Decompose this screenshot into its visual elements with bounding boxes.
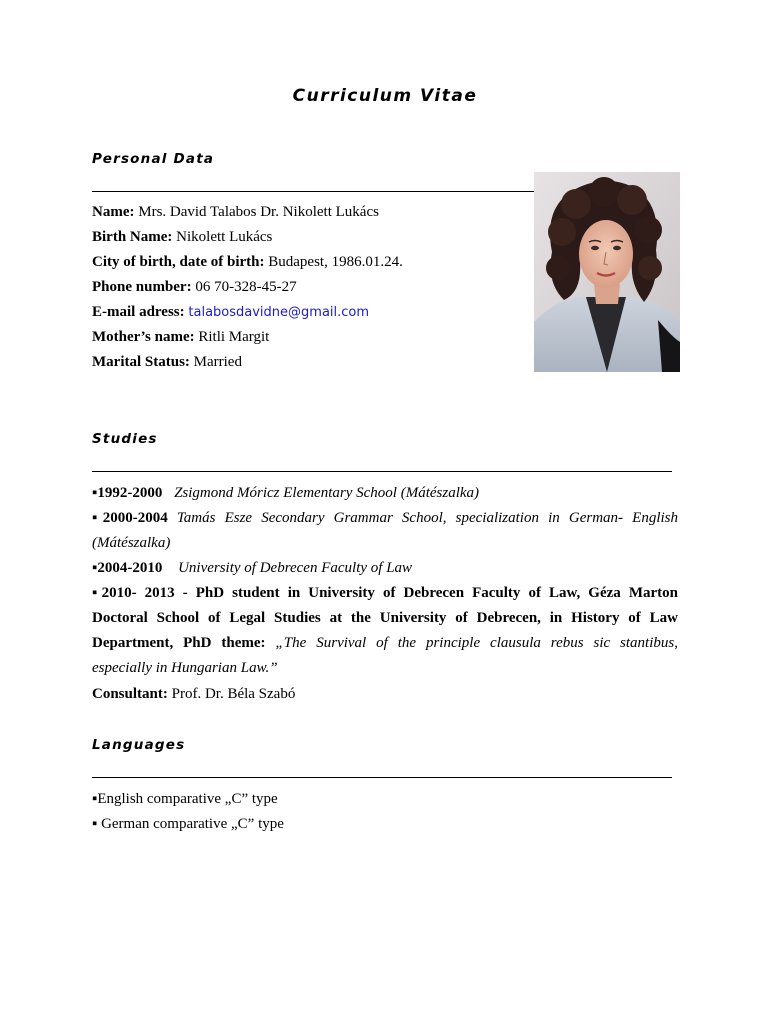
section-heading-languages: Languages	[92, 737, 186, 753]
marital-label: Marital Status:	[92, 354, 190, 370]
phd-line-1: ▪2010- 2013 - PhD student in University of Debrecen Faculty of Law, Géza Marton	[92, 585, 678, 601]
study-years: ▪2000-2004	[92, 510, 168, 526]
section-divider	[92, 777, 672, 778]
study-institution: Tamás Esze Secondary Grammar School, specialization in German- English	[176, 510, 678, 526]
study-item	[92, 509, 678, 527]
study-institution: University of Debrecen Faculty of Law	[178, 560, 413, 576]
document-title: Curriculum Vitae	[292, 86, 478, 106]
consultant-value: Prof. Dr. Béla Szabó	[171, 686, 296, 702]
mother-value: Ritli Margit	[198, 329, 270, 345]
birth-place-value: Budapest, 1986.01.24.	[268, 254, 403, 270]
section-divider	[92, 471, 672, 472]
phone-row	[92, 278, 297, 296]
phd-line-3	[92, 634, 678, 652]
phd-line-4: especially in Hungarian Law.”	[92, 660, 278, 676]
study-item	[92, 559, 412, 577]
study-years: ▪2004-2010	[92, 560, 163, 576]
birth-place-label: City of birth, date of birth:	[92, 254, 265, 270]
mother-label: Mother’s name:	[92, 329, 195, 345]
study-item	[92, 484, 479, 502]
birth-name-row	[92, 228, 272, 246]
name-value: Mrs. David Talabos Dr. Nikolett Lukács	[138, 204, 379, 220]
consultant-label: Consultant:	[92, 686, 168, 702]
study-institution: Zsigmond Móricz Elementary School (Mátészalka)	[174, 485, 480, 501]
phone-label: Phone number:	[92, 279, 192, 295]
phd-theme-title: „The Survival of the principle clausula rebus sic stantibus,	[275, 635, 678, 651]
phone-value: 06 70-328-45-27	[195, 279, 297, 295]
language-item: ▪ German comparative „C” type	[92, 816, 284, 832]
email-label: E-mail adress:	[92, 304, 185, 320]
language-item: ▪English comparative „C” type	[92, 791, 278, 807]
email-row	[92, 303, 369, 322]
phd-line-2: Doctoral School of Legal Studies at the University of Debrecen, in History of Law	[92, 610, 678, 626]
email-link[interactable]: talabosdavidne@gmail.com	[188, 305, 370, 320]
phd-theme-label: Department, PhD theme:	[92, 635, 266, 651]
study-item-continuation: (Mátészalka)	[92, 535, 171, 551]
marital-value: Married	[193, 354, 242, 370]
mother-row	[92, 328, 269, 346]
birth-name-label: Birth Name:	[92, 229, 173, 245]
study-years: ▪1992-2000	[92, 485, 163, 501]
portrait-photo	[534, 172, 680, 372]
name-label: Name:	[92, 204, 135, 220]
consultant-row	[92, 685, 295, 703]
marital-row	[92, 353, 242, 371]
name-row	[92, 203, 379, 221]
section-heading-studies: Studies	[92, 431, 158, 447]
section-heading-personal: Personal Data	[92, 151, 215, 167]
birth-name-value: Nikolett Lukács	[176, 229, 273, 245]
birth-place-row	[92, 253, 403, 271]
section-divider	[92, 191, 536, 192]
